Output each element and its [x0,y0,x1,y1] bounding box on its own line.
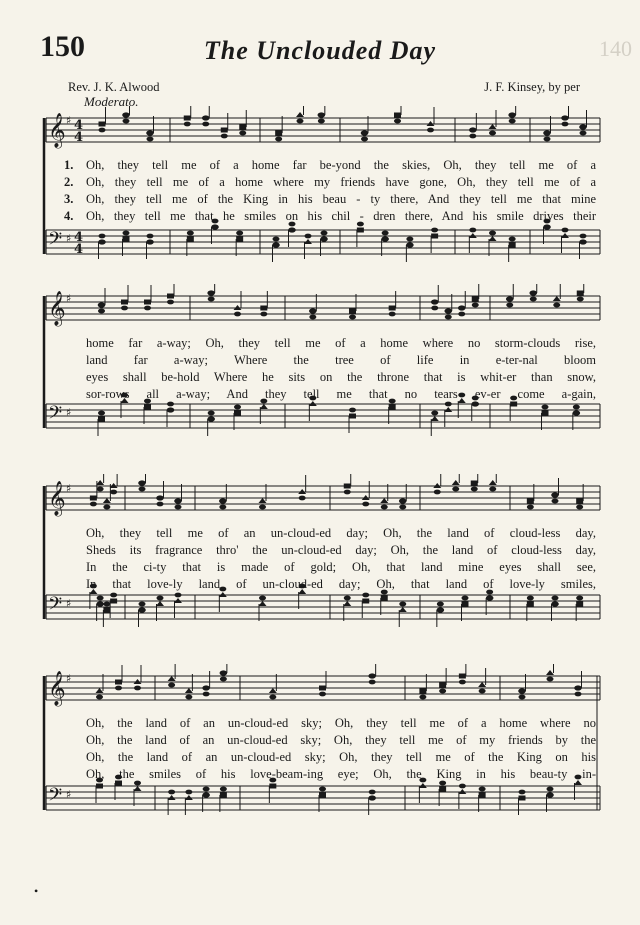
treble-staff [46,113,600,149]
note [202,106,210,126]
verse-number: 3. [64,192,74,206]
sharp-icon: ♯ [66,788,72,801]
note [207,411,215,436]
bass-staff [46,594,600,619]
note [269,674,277,699]
note [138,602,146,627]
note [427,107,435,132]
verse-number: 2. [64,175,74,189]
bass-clef-icon: 𝄢 [48,403,63,428]
note [272,237,280,262]
note [489,110,497,135]
time-signature-digit: 4 [74,230,84,245]
note [576,596,583,621]
note [122,106,130,123]
lyric-row [0,370,640,386]
note [185,790,193,815]
note [508,106,516,123]
note [98,288,106,313]
note [576,484,583,509]
note [368,790,376,815]
lyric-line: land far a-way; Where the tree of life in e-ter-nal bloom [86,353,596,367]
lyric-row [0,526,640,542]
note [527,484,534,509]
note [134,665,142,690]
lyric-row [0,336,640,352]
note [561,228,569,253]
lyric-row [0,175,640,191]
note [96,674,104,699]
note [469,228,477,253]
note [444,294,452,319]
lyric-row [0,387,640,403]
note [349,408,356,433]
note [437,602,445,627]
note [219,484,227,509]
lyric-row [0,560,640,576]
lyric-row [0,353,640,369]
lyric-row [0,767,640,783]
note [489,474,497,491]
note [394,106,401,123]
lyric-row [0,192,640,208]
note [220,664,228,681]
note [123,231,130,256]
note [431,228,438,253]
note [320,231,328,256]
time-signature-digit: 4 [74,242,84,257]
note [259,484,267,509]
note [462,596,469,621]
lyric-line: Sheds its fragrance thro' the un-cloud-ed day; Oh, the land of cloud-less day, [86,543,596,557]
note [381,590,388,615]
note [236,231,243,256]
sharp-icon: ♯ [66,292,72,305]
note [529,284,537,301]
note [573,405,581,430]
bass-staff [46,403,600,428]
note [343,596,351,621]
note [574,671,582,696]
note [527,596,534,621]
lyric-row [0,577,640,593]
note [207,284,215,301]
note [134,781,142,806]
composer-credit: J. F. Kinsey, by per [484,80,580,94]
note [479,787,486,812]
note [381,231,389,256]
note [357,222,364,247]
note [185,674,193,699]
note [577,284,584,301]
bass-clef-icon: 𝄢 [48,229,63,254]
note [167,402,175,427]
note [458,291,466,316]
sharp-icon: ♯ [66,597,72,610]
note [362,593,369,618]
note [471,474,478,491]
bass-clef-icon: 𝄢 [48,594,63,619]
note [304,234,312,259]
note [444,402,452,427]
note [344,474,351,494]
treble-staff [46,481,600,517]
note [478,668,486,693]
note [489,231,497,256]
treble-clef-icon: 𝄞 [48,671,66,706]
lyricist-credit: Rev. J. K. Alwood [68,80,160,94]
lyric-line: Oh, they tell me of an un-cloud-ed day; Oh, the land of cloud-less day, [86,526,596,540]
treble-clef-icon: 𝄞 [48,113,66,148]
note [144,285,151,310]
bass-clef-icon: 𝄢 [48,785,63,810]
note [146,234,154,259]
treble-clef-icon: 𝄞 [48,481,66,516]
sharp-icon: ♯ [66,232,72,245]
lyric-line: Oh, they tell me of a home where my friends have gone, Oh, they tell me of a [86,175,596,189]
note [406,237,414,262]
note [431,285,439,310]
note [509,237,516,262]
note [174,593,182,618]
note [546,787,554,812]
sharp-icon: ♯ [66,482,72,495]
note [115,665,122,690]
lyric-row [0,209,640,225]
sharp-icon: ♯ [66,406,72,419]
note [96,596,104,621]
note [458,784,466,809]
note [543,116,551,141]
sharp-icon: ♯ [66,114,72,127]
note [362,481,370,506]
note [469,113,477,138]
note [234,291,242,316]
lyric-line: Oh, they tell me of the King in his beau - ty there, And they tell me that mine [86,192,596,206]
lyric-row [0,733,640,749]
lyric-line: Oh, the land of an un-cloud-ed sky; Oh, they tell me of a home where no [86,716,596,730]
note [98,234,106,259]
note [561,106,569,126]
note [103,484,111,509]
note [168,790,176,815]
note [202,671,210,696]
note [368,664,376,684]
note [202,787,210,812]
tempo-marking: Moderato. [84,94,139,109]
note [174,484,182,509]
verse-number: 4. [64,209,74,223]
note [486,590,494,615]
note [579,234,587,259]
note [349,294,356,319]
note [298,475,306,500]
note [221,113,228,138]
note [452,474,460,491]
note [542,405,549,430]
note [309,294,317,319]
note [579,110,587,135]
note [433,474,441,494]
hymn-number: 150 [40,30,85,63]
note [546,664,554,681]
note [389,291,396,316]
lyric-line: eyes shall be-hold Where he sits on the throne that is whit-er than snow, [86,370,596,384]
note [439,668,446,693]
note [220,787,227,812]
note [259,596,267,621]
hymn-title: The Unclouded Day [203,36,437,65]
treble-clef-icon: 𝄞 [48,291,66,326]
note [110,593,117,618]
note [184,106,191,126]
treble-staff [46,291,600,327]
note [167,284,174,304]
note [239,110,246,135]
lyric-row [0,543,640,559]
lyric-line: sor-rows all a-way; And they tell me that no tears ev-er come a-gain, [86,387,596,401]
verse-number: 1. [64,158,74,172]
note [519,790,526,815]
note [459,664,466,684]
note [90,481,97,506]
note [296,106,304,123]
note [260,291,267,316]
note [103,602,110,627]
note [380,484,388,509]
note [156,596,164,621]
note [551,478,559,503]
note [431,411,439,436]
note [318,106,326,123]
note [419,674,426,699]
lyric-row [0,716,640,732]
note [121,285,128,310]
note [518,674,526,699]
note [138,474,146,491]
bleed-through-number: 140 [599,36,632,61]
time-signature-digit: 4 [74,118,84,133]
note [187,231,194,256]
lyric-line: Oh, they tell me of a home far be-yond the skies, Oh, they tell me of a [86,158,596,172]
note [275,116,282,141]
lyric-line: Oh, the land of an un-cloud-ed sky; Oh, they tell me of my friends by the [86,733,596,747]
lyric-line: Oh, they tell me that he smiles on his chil - dren there, And his smile drives their [86,209,596,223]
note [551,596,559,621]
note [156,481,164,506]
footer-mark: • [34,884,39,898]
lyric-row [0,750,640,766]
note [439,781,446,806]
lyric-line: home far a-way; Oh, they tell me of a home where no storm-clouds rise, [86,336,596,350]
lyric-row [0,158,640,174]
note [288,222,296,247]
note [319,787,326,812]
lyric-line: In the ci-ty that is made of gold; Oh, that land mine eyes shall see, [86,560,596,574]
note [234,405,241,430]
lyric-line: Oh, the smiles of his love-beam-ing eye; Oh, the King in his beau-ty in- [86,767,596,781]
time-signature-digit: 4 [74,130,84,145]
note [399,484,407,509]
note [98,411,105,436]
note [399,602,407,627]
note [146,116,154,141]
lyric-line: Oh, the land of an un-cloud-ed sky; Oh, they tell me of the King on his [86,750,596,764]
lyric-line: In that love-ly land of un-cloud-ed day; Oh, that land of love-ly smiles, [86,577,596,591]
sharp-icon: ♯ [66,672,72,685]
note [99,107,106,132]
note [361,116,369,141]
note [319,671,326,696]
